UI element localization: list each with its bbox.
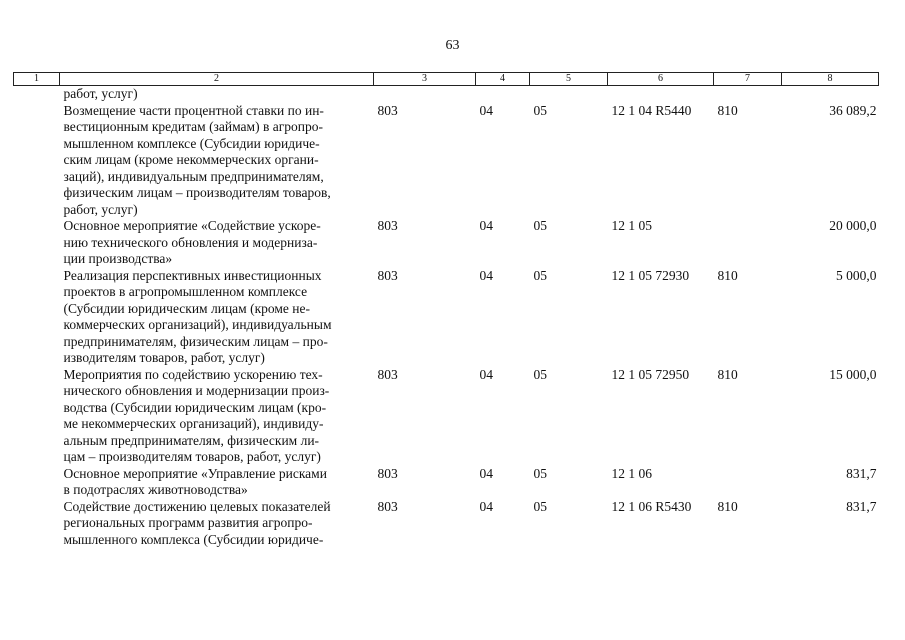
col-header-8: 8 [782, 73, 879, 86]
row-amount: 831,7 [846, 498, 877, 514]
budget-table [13, 72, 879, 548]
row-target-article: 12 1 05 72950 [611, 366, 690, 382]
row-subsection [530, 86, 608, 103]
row-ministry-code [374, 86, 476, 103]
page-number: 63 [445, 38, 460, 53]
table-row [14, 499, 879, 549]
row-expense-type [714, 218, 782, 268]
row-ministry-code: 803 [377, 498, 398, 514]
row-ministry-code: 803 [377, 465, 398, 481]
col-header-7: 7 [714, 73, 782, 86]
col-header-4: 4 [476, 73, 530, 86]
row-amount: 15 000,0 [829, 366, 877, 382]
row-section: 04 [479, 102, 493, 118]
table-row [14, 367, 879, 466]
row-expense-type: 810 [717, 498, 738, 514]
row-section: 04 [479, 498, 493, 514]
row-description: Возмещение части процентной ставки по ин- вестиционным кредитам (займам) в агропро- мышленном комплексе (Субсидии юридиче- ским лицам (кроме некоммерческих органи- заций), индивидуальным предпринимателям, физическим лицам – производителям товаров, работ, услуг) [63, 102, 331, 217]
table-row [14, 86, 879, 103]
row-target-article: 12 1 06 R5430 [611, 498, 692, 514]
row-section [476, 86, 530, 103]
row-description: Мероприятия по содействию ускорению тех- нического обновления и модернизации произ- водства (Субсидии юридическим лицам (кро- ме некоммерческих организаций), индивиду- альным предпринимателям, физическим ли- цам – производителям товаров, работ, услуг) [63, 366, 330, 464]
row-subsection: 05 [533, 218, 547, 233]
row-amount: 20 000,0 [829, 218, 877, 233]
row-ministry-code: 803 [377, 218, 398, 233]
row-subsection: 05 [533, 267, 547, 283]
row-subsection: 05 [533, 102, 547, 118]
table-row [14, 218, 879, 268]
col-header-1: 1 [14, 73, 60, 86]
row-target-article: 12 1 05 [611, 218, 652, 233]
row-expense-type [714, 466, 782, 499]
row-target-article [608, 86, 714, 103]
col-header-5: 5 [530, 73, 608, 86]
row-section: 04 [479, 218, 493, 233]
row-description: Основное мероприятие «Управление рисками в подотраслях животноводства» [63, 465, 327, 497]
row-description: Содействие достижению целевых показателей региональных программ развития агропро- мышленного комплекса (Субсидии юридиче- [63, 498, 331, 547]
col-header-6: 6 [608, 73, 714, 86]
table-row [14, 466, 879, 499]
table-row [14, 268, 879, 367]
row-section: 04 [479, 267, 493, 283]
row-expense-type: 810 [717, 267, 738, 283]
row-ministry-code: 803 [377, 102, 398, 118]
row-expense-type: 810 [717, 366, 738, 382]
row-expense-type: 810 [717, 102, 738, 118]
row-ministry-code: 803 [377, 267, 398, 283]
row-ministry-code: 803 [377, 366, 398, 382]
row-amount [782, 86, 879, 103]
row-amount: 831,7 [846, 465, 877, 481]
col-header-2: 2 [60, 73, 374, 86]
table-row [14, 103, 879, 219]
row-description: Реализация перспективных инвестиционных проектов в агропромышленном комплексе (Субсидии юридическим лицам (кроме не- коммерческих организаций), индивидуальным предпринимателям, физическим лицам – про- изводителям товаров, работ, услуг) [63, 267, 332, 365]
row-subsection: 05 [533, 465, 547, 481]
column-number-header [14, 73, 879, 86]
row-section: 04 [479, 366, 493, 382]
row-description: работ, услуг) [63, 86, 138, 101]
row-section: 04 [479, 465, 493, 481]
row-target-article: 12 1 04 R5440 [611, 102, 692, 118]
row-description: Основное мероприятие «Содействие ускоре- нию технического обновления и модерниза- ции производства» [63, 218, 321, 266]
row-expense-type [714, 86, 782, 103]
row-amount: 36 089,2 [829, 102, 877, 118]
row-subsection: 05 [533, 498, 547, 514]
row-subsection: 05 [533, 366, 547, 382]
col-header-3: 3 [374, 73, 476, 86]
row-amount: 5 000,0 [836, 267, 877, 283]
row-target-article: 12 1 06 [611, 465, 652, 481]
row-target-article: 12 1 05 72930 [611, 267, 690, 283]
